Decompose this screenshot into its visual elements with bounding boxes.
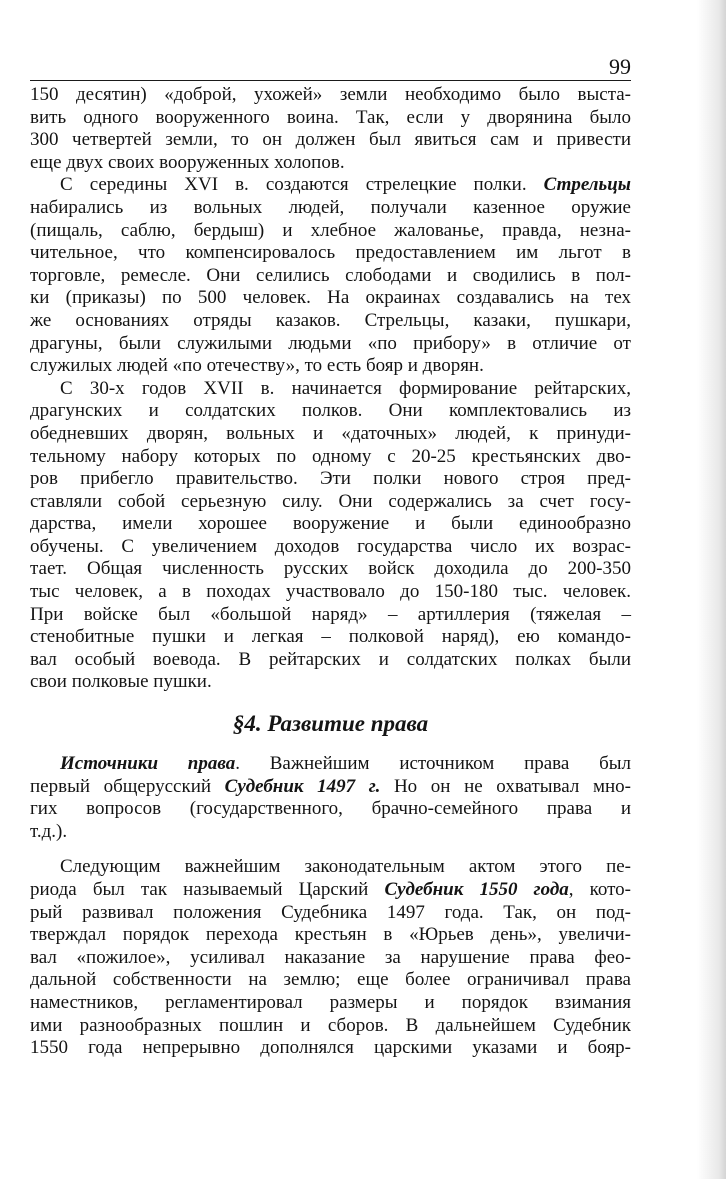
text-line: тверждал порядок перехода крестьян в «Юрьев день», увеличи-	[30, 924, 631, 946]
text-line: тыс человек, а в походах участвовало до 150-180 тыс. человек.	[30, 581, 631, 603]
page-number: 99	[609, 54, 631, 79]
text-line: ров прибегло правительство. Эти полки нового строя пред-	[30, 468, 631, 490]
term-sources-of-law: Источники права	[60, 753, 236, 775]
text-run: , кото-	[568, 879, 632, 900]
text-line: т.д.).	[30, 820, 68, 842]
paragraph-1	[30, 84, 631, 174]
text-line: стенобитные пушки и легкая – полковой наряд), ею командо-	[30, 626, 631, 648]
paragraph-2	[30, 174, 631, 377]
text-line	[30, 174, 631, 197]
text-run: первый общерусский	[30, 775, 225, 797]
text-line: (пищаль, саблю, бердыш) и хлебное жалованье, правда, незна-	[30, 219, 631, 241]
text-line	[30, 753, 631, 776]
text-line	[30, 879, 631, 902]
text-line: ставляли собой серьезную силу. Они содержались за счет госу-	[30, 490, 631, 512]
paragraph-5	[30, 856, 631, 1059]
text-line: Следующим важнейшим законодательным актом этого пе-	[60, 856, 631, 878]
text-line: обедневших дворян, вольных и «даточных» людей, к принуди-	[30, 422, 631, 444]
text-line: драгунских и солдатских полков. Они комплектовались из	[30, 400, 631, 422]
header-rule	[30, 80, 631, 81]
text-line: С 30-х годов XVII в. начинается формирование рейтарских,	[60, 377, 631, 399]
text-line: торговле, ремесле. Они селились слободами и сводились в пол-	[30, 264, 631, 286]
text-line: дальной собственности на землю; еще более ограничивал права	[30, 969, 631, 991]
text-run: риода был так называемый Царский	[30, 879, 385, 900]
text-line: обучены. С увеличением доходов государства число их возрас-	[30, 535, 631, 557]
text-line: тает. Общая численность русских войск доходила до 200-350	[30, 558, 631, 580]
text-run: Но он не охватывал мно-	[380, 775, 632, 797]
page-body	[30, 84, 631, 1060]
text-line: гих вопросов (государственного, брачно-семейного права и	[30, 798, 631, 820]
text-line: 150 десятин) «доброй, ухожей» земли необходимо было выста-	[30, 84, 631, 105]
text-line: ими разнообразных пошлин и сборов. В дальнейшем Судебник	[30, 1014, 631, 1036]
paragraph-3	[30, 378, 631, 694]
text-line: драгуны, были служилыми людьми «по прибору» в отличие от	[30, 332, 631, 354]
section-heading: §4. Развитие права	[232, 711, 429, 737]
text-line: вал особый воевода. В рейтарских и солдатских полках были	[30, 648, 631, 670]
text-line: рый развивал положения Судебника 1497 года. Так, он под-	[30, 901, 631, 923]
text-line: набирались из вольных людей, получали казенное оружие	[30, 196, 631, 218]
text-line	[30, 776, 631, 799]
text-line: чительное, что компенсировалось предоставлением им льгот в	[30, 242, 631, 264]
text-line: вить одного вооруженного воина. Так, если у дворянина было	[30, 106, 631, 128]
text-line: вал «пожилое», усиливал наказание за нарушение права фео-	[30, 946, 631, 968]
text-line: наместников, регламентировал размеры и порядок взимания	[30, 991, 631, 1013]
paragraph-4	[30, 753, 631, 843]
text-run: С середины XVI в. создаются стрелецкие полки.	[60, 174, 544, 196]
term-sudebnik-1497: Судебник 1497 г.	[224, 775, 381, 797]
text-line: 300 четвертей земли, то он должен был явиться сам и привести	[30, 129, 631, 151]
term-streltsy: Стрельцы	[543, 174, 631, 196]
text-line: еще двух своих вооруженных холопов.	[30, 151, 345, 173]
text-line: дарства, имели хорошее вооружение и были единообразно	[30, 513, 631, 535]
text-line: ки (приказы) по 500 человек. На окраинах создавались на тех	[30, 287, 631, 309]
text-line: служилых людей «по отечеству», то есть бояр и дворян.	[30, 355, 484, 377]
text-line: же основаниях отряды казаков. Стрельцы, казаки, пушкари,	[30, 309, 631, 331]
text-run: . Важнейшим источником права был	[235, 753, 631, 775]
paragraph-gap	[30, 843, 631, 856]
term-sudebnik-1550: Судебник 1550 года	[384, 879, 569, 900]
text-line: свои полковые пушки.	[30, 671, 212, 693]
text-line: 1550 года непрерывно дополнялся царскими указами и бояр-	[30, 1037, 631, 1059]
text-line: тельному набору которых по одному с 20-25 крестьянских дво-	[30, 445, 631, 467]
text-line: При войске был «большой наряд» – артиллерия (тяжелая –	[30, 603, 631, 625]
